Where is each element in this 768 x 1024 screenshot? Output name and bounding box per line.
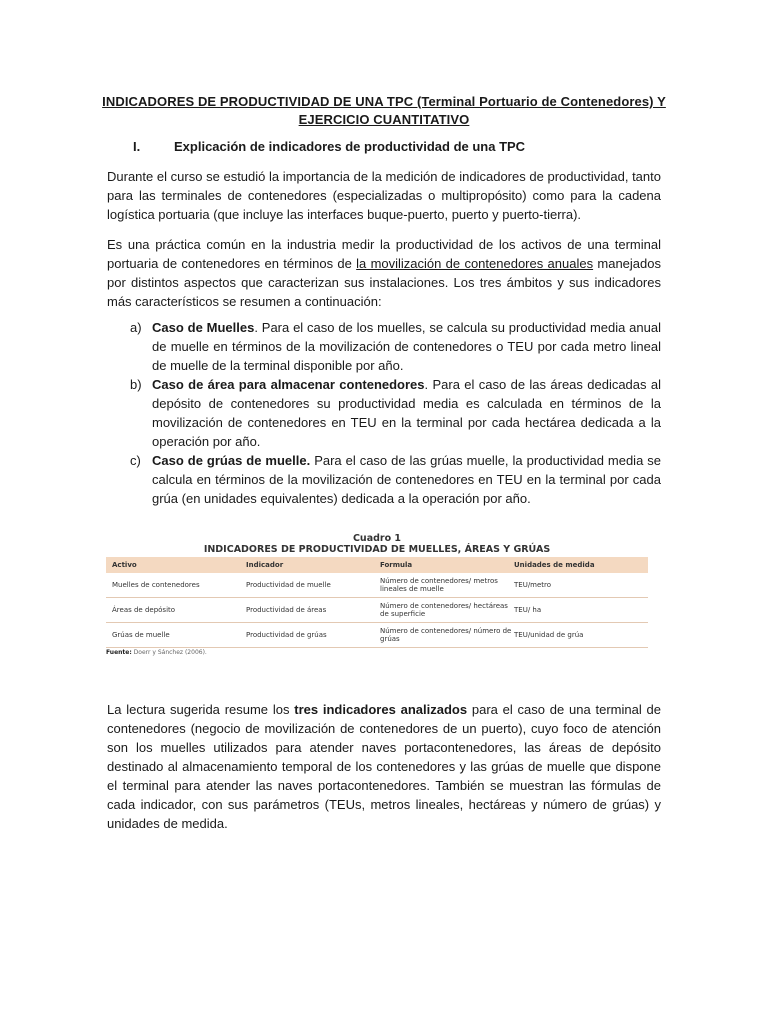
table-source [106, 649, 207, 656]
paragraph-summary [107, 700, 661, 833]
document-title: INDICADORES DE PRODUCTIVIDAD DE UNA TPC (Terminal Portuario de Contenedores) Y EJERCICIO CUANTITATIVO [102, 94, 666, 127]
section-number: I. [133, 139, 141, 154]
table-figure [106, 533, 648, 663]
table-cell: Productividad de muelle [246, 581, 331, 589]
list-item-text: Para el caso de las grúas muelle, la productividad media se calcula en términos de la movilización de contenedores en TEU en la terminal por cada grúa (en unidades equivalentes) dedicada a la operación por año. [152, 453, 662, 506]
source-text: Doerr y Sánchez (2006). [131, 649, 207, 656]
table-header-row [106, 557, 648, 573]
table-cell: Número de contenedores/ metros lineales de muelle [380, 577, 498, 593]
indicator-list [130, 318, 661, 508]
table-cell: Grúas de muelle [112, 631, 170, 639]
list-marker: c) [130, 453, 141, 468]
table-cell: TEU/ ha [514, 606, 542, 614]
table-row [106, 598, 648, 623]
list-item-text: . Para el caso de las áreas dedicadas al depósito de contenedores su productividad media es calculada en términos de la movilización de contenedores en TEU en la terminal por cada hectárea dedicada a la operación por año. [152, 377, 661, 449]
table-header-cell: Activo [112, 561, 137, 569]
section-heading [133, 138, 525, 156]
table-header-cell: Indicador [246, 561, 284, 569]
table-header-cell: Unidades de medida [514, 561, 595, 569]
list-item-bold: Caso de grúas de muelle. [152, 453, 311, 468]
list-item-text: . Para el caso de los muelles, se calcula su productividad media anual de muelle en términos de la movilización de contenedores o TEU por cada metro lineal de muelle de la terminal disponible por año. [152, 320, 661, 373]
table-cell: Muelles de contenedores [112, 581, 200, 589]
table-cell: Áreas de depósito [112, 606, 176, 614]
list-marker: a) [130, 320, 142, 335]
list-item-bold: Caso de Muelles [152, 320, 255, 335]
table-cell: Número de contenedores/ número de grúas [380, 627, 512, 643]
figure-caption-title: INDICADORES DE PRODUCTIVIDAD DE MUELLES, ÁREAS Y GRÚAS [203, 544, 551, 555]
source-label: Fuente: [106, 649, 132, 656]
paragraph-summary-text-b: para el caso de una terminal de contenedores (negocio de movilización de contenedores de un puerto), cuyo foco de atención son los muelles utilizados para atender naves portacontenedores, las áreas de depósito destinado al almacenamiento temporal de los contenedores y las grúas de muelle que dispone el terminal para atender las naves portacontenedores. También se muestran las fórmulas de cada indicador, con sus parámetros (TEUs, metros lineales, hectáreas y número de grúas) y unidades de medida. [107, 702, 661, 831]
table-header-cell: Formula [380, 561, 413, 569]
list-item-bold: Caso de área para almacenar contenedores [152, 377, 425, 392]
table-cell: TEU/metro [514, 581, 552, 589]
table-row [106, 573, 648, 598]
table-cell: TEU/unidad de grúa [514, 631, 584, 639]
section-title: Explicación de indicadores de productividad de una TPC [174, 139, 526, 154]
indicators-table [106, 557, 648, 648]
figure-caption-number: Cuadro 1 [352, 533, 402, 544]
paragraph-intro: Durante el curso se estudió la importancia de la medición de indicadores de productividad, tanto para las terminales de contenedores (especializadas o multipropósito) como para la cadena logística portuaria (que incluye las interfaces buque-puerto, puerto y puerto-tierra). [107, 169, 661, 222]
list-item [130, 375, 661, 451]
list-marker: b) [130, 377, 142, 392]
underlined-phrase: la movilización de contenedores anuales [356, 256, 594, 271]
table-cell: Productividad de grúas [246, 631, 327, 639]
paragraph-practice-text-b: manejados por distintos aspectos que caracterizan sus instalaciones. Los tres ámbitos y sus indicadores más característicos se resumen a continuación: [107, 256, 661, 309]
paragraph-summary-bold: tres indicadores analizados [294, 702, 468, 717]
paragraph-practice-text-a: Es una práctica común en la industria medir la productividad de los activos de una terminal portuaria de contenedores en términos de [107, 237, 661, 271]
list-item [130, 318, 661, 375]
table-cell: Productividad de áreas [246, 606, 327, 614]
paragraph-summary-text-a: La lectura sugerida resume los [107, 702, 295, 717]
list-item [130, 451, 661, 508]
table-row [106, 623, 648, 648]
table-cell: Número de contenedores/ hectáreas de superficie [380, 602, 508, 618]
paragraph-practice [107, 235, 661, 311]
